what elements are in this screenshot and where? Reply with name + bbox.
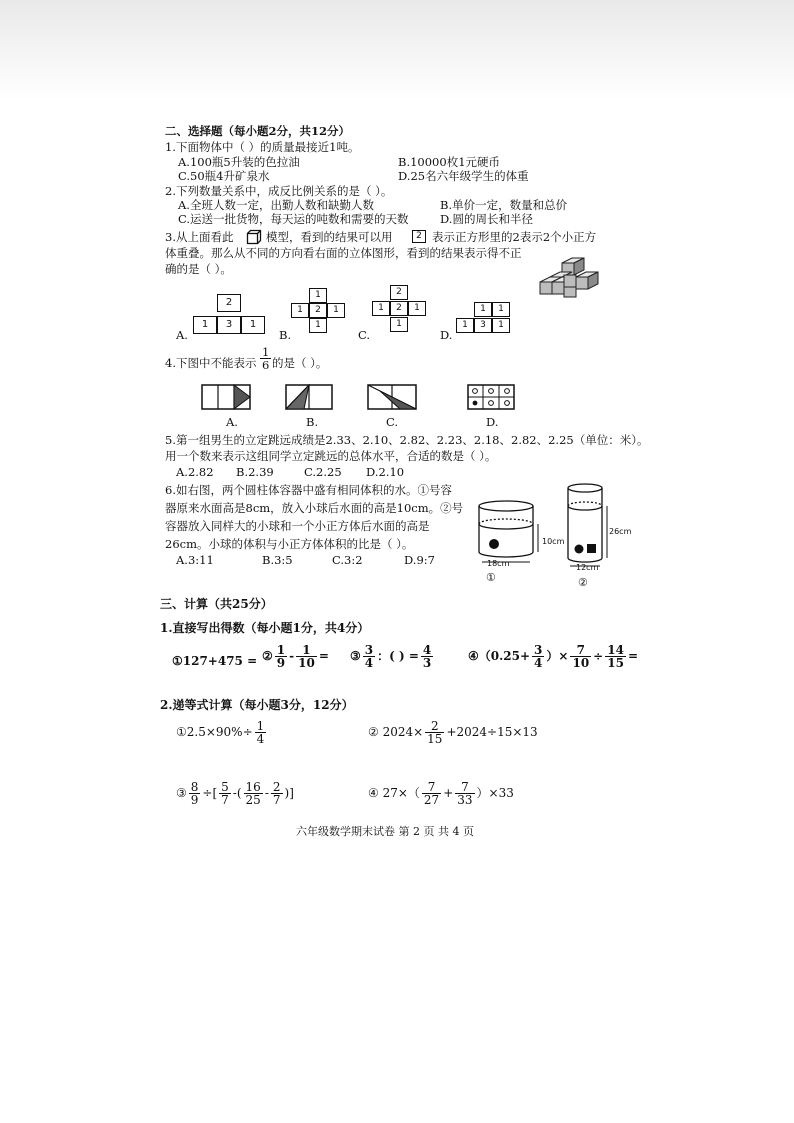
grid-cell: 1 [474,302,492,317]
numerator: 5 [221,780,229,794]
operator: + [443,786,454,800]
q2-option-a: A.全班人数一定，出勤人数和缺勤人数 [178,198,374,212]
operator: - [289,649,295,663]
denominator: 7 [221,793,229,807]
cylinder2-number: ② [578,576,588,589]
numerator: 7 [422,781,441,794]
expr-prefix: ④（0.25+ [468,649,531,663]
denominator: 15 [427,732,443,746]
cylinder1-height-label: 10cm [542,537,565,546]
q6-line1: 6.如右图，两个圆柱体容器中盛有相同体积的水。①号容 [165,483,452,497]
operator: ÷[ [202,786,218,800]
expr-prefix: ② [262,649,273,663]
numerator: 1 [262,345,270,359]
q3-option-d-label: D. [440,328,453,342]
grid-cell: 1 [372,301,390,316]
q3-line1-a: 3.从上面看此 [165,230,234,244]
grid-cell: 1 [241,316,265,334]
numerator: 2 [425,720,444,733]
grid-cell: 1 [456,318,474,333]
blank-ratio[interactable]: ：( ) = [377,649,419,663]
denominator: 4 [534,656,543,670]
q1-stem: 1.下面物体中（ ）的质量最接近1吨。 [165,140,360,154]
q6-line2: 器原来水面高是8cm，放入小球后水面的高是10cm。②号 [165,501,464,515]
numerator: 8 [190,780,199,794]
q6-option-b: B.3:5 [262,553,293,567]
numerator: 2 [272,780,281,794]
cylinder2-height-label: 26cm [609,527,632,536]
numerator: 7 [455,781,474,794]
q1-option-c: C.50瓶4升矿泉水 [178,169,270,183]
numerator: 1 [276,643,286,657]
calc2-expr2 [368,720,538,745]
q4-label-a: A. [226,415,238,429]
q5-option-c: C.2.25 [304,465,342,479]
grid-cell: 1 [408,301,426,316]
sub2-heading: 2.递等式计算（每小题3分，12分） [160,698,354,712]
denominator: 9 [276,656,286,670]
sub1-heading: 1.直接写出得数（每小题1分，共4分） [160,621,370,635]
q4-figure-c [368,385,416,409]
grid-cell: 1 [492,302,510,317]
grid-cell: 2 [309,303,327,318]
grid-cell: 2 [390,301,408,316]
q2-option-d: D.圆的周长和半径 [440,212,533,226]
calc1-expr4 [468,644,638,669]
q1-option-a: A.100瓶5升装的色拉油 [178,155,300,169]
grid-cell: 1 [327,303,345,318]
q3-line1-b: 模型，看到的结果可以用 [266,230,393,244]
grid-cell: 2 [390,285,408,300]
denominator: 10 [572,656,590,670]
grid-cell: 3 [474,318,492,333]
q6-line4: 26cm。小球的体积与小正方体体积的比是（ ）。 [165,537,414,551]
numerator: 1 [256,719,265,733]
q4-figure-a [202,385,250,409]
q5-option-b: B.2.39 [236,465,274,479]
expr-prefix: ③ [176,786,187,800]
numerator: 7 [570,644,591,657]
q6-option-d: D.9:7 [404,553,435,567]
operator: ÷ [593,649,604,663]
denominator: 4 [364,656,374,670]
q5-line1: 5.第一组男生的立定跳远成绩是2.33、2.10、2.82、2.23、2.18、2.82、2.25（单位：米）。 [165,433,649,447]
q4-label-c: C. [386,415,399,429]
numerator: 3 [364,643,374,657]
denominator: 6 [262,358,270,372]
grid-cell: 3 [217,316,241,334]
q5-option-a: A.2.82 [176,465,214,479]
ball-1-icon [489,539,499,549]
q4-figures [200,384,540,412]
operator: ）× [546,649,569,663]
equals: = [627,649,638,663]
q3-legend-box: 2 [412,230,426,243]
calc1-expr3 [350,644,435,669]
q3-line3: 确的是（ ）。 [165,262,232,276]
calc1-expr2 [262,644,329,669]
q6-option-a: A.3:11 [176,553,214,567]
denominator: 10 [298,656,315,670]
q2-option-b: B.单价一定，数量和总价 [440,198,568,212]
equals: = [318,649,329,663]
expr-prefix: ③ [350,649,361,663]
q1-option-b: B.10000枚1元硬币 [398,155,501,169]
numerator: 14 [607,643,624,657]
calc2-expr4 [368,781,514,806]
calc2-expr3 [176,781,294,806]
numerator: 1 [296,644,317,657]
grid-cell: 1 [390,317,408,332]
grid-cell: 2 [217,294,241,312]
expr-prefix: ①2.5×90%÷ [176,725,253,739]
grid-cell: 1 [309,288,327,303]
q5-line2: 用一个数来表示这组同学立定跳远的总体水平，合适的数是（ ）。 [165,449,497,463]
section2-heading: 二、选择题（每小题2分，共12分） [165,124,351,138]
numerator: 3 [534,643,543,657]
q3-option-b-label: B. [279,328,292,342]
q6-line3: 容器放入同样大的小球和一个小正方体后水面的高是 [165,519,430,533]
numerator: 16 [245,780,261,794]
grid-cell: 1 [492,318,510,333]
q3-line1-c: 表示正方形里的2表示2个小正方 [432,230,597,244]
q2-option-c: C.运送一批货物，每天运的吨数和需要的天数 [178,212,409,226]
grid-cell: 1 [309,318,327,333]
q5-option-d: D.2.10 [366,465,405,479]
q1-option-d: D.25名六年级学生的体重 [398,169,529,183]
q4-label-b: B. [306,415,319,429]
section3-heading: 三、计算（共25分） [160,597,273,611]
page-footer: 六年级数学期末试卷 第 2 页 共 4 页 [296,825,474,838]
q3-cube-stack-figure [538,255,604,305]
q3-option-c-label: C. [358,328,371,342]
calc1-expr1: ①127+475 = [172,654,258,668]
q3-option-a-label: A. [176,328,188,342]
denominator: 7 [272,793,281,807]
cylinder2-width-label: 12cm [576,563,599,572]
grid-cell: 1 [291,303,309,318]
ball-2-icon [575,545,584,554]
operator: )] [284,786,294,800]
q4-figure-b [286,385,332,409]
cube-model-icon [246,229,262,245]
q4-figure-d [468,385,514,409]
cylinder-2 [568,484,602,562]
scan-top-shade [0,0,794,100]
denominator: 4 [256,732,265,746]
expr-suffix: ）×33 [476,786,514,800]
cylinder1-number: ① [486,571,496,584]
numerator: 4 [422,643,432,657]
denominator: 33 [457,793,473,807]
operator: - [264,786,269,800]
cube-icon [587,544,596,553]
denominator: 3 [422,656,432,670]
expr-prefix: ② 2024× [368,725,424,739]
operator: -( [232,786,242,800]
q4-stem-b: 的是（ ）。 [272,356,328,370]
q3-line2: 体重叠。那么从不同的方向看右面的立体图形，看到的结果表示得不正 [165,246,522,260]
denominator: 15 [607,656,624,670]
denominator: 27 [423,793,440,807]
calc2-expr1 [176,720,268,745]
expr-prefix: ④ 27×（ [368,786,420,800]
q2-stem: 2.下列数量关系中，成反比例关系的是（ ）。 [165,184,393,198]
grid-cell: 1 [193,316,217,334]
q6-option-c: C.3:2 [332,553,363,567]
q4-fraction [260,346,271,371]
denominator: 9 [190,793,199,807]
cylinder1-width-label: 18cm [487,559,510,568]
denominator: 25 [245,793,261,807]
q4-stem-a: 4.下图中不能表示 [165,356,257,370]
cylinder-1 [479,501,533,557]
q4-label-d: D. [486,415,499,429]
expr-suffix: +2024÷15×13 [446,725,538,739]
